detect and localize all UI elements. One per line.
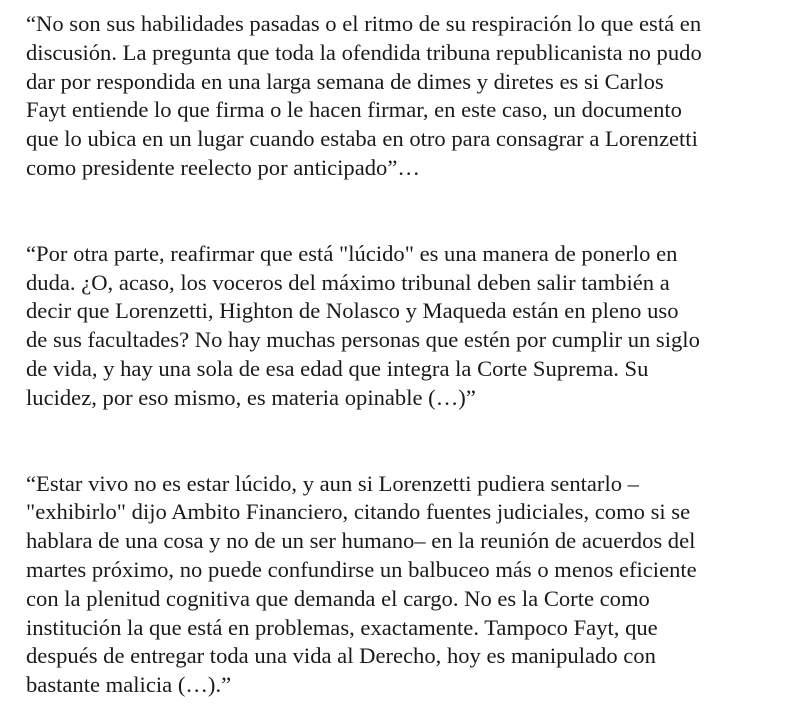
text-line: hablara de una cosa y no de un ser humano– en la reunión de acuerdos del: [26, 528, 696, 554]
text-line: como presidente reelecto por anticipado”…: [26, 154, 420, 180]
text-line: decir que Lorenzetti, Highton de Nolasco y Maqueda están en pleno uso: [26, 298, 679, 324]
document-body: [26, 10, 796, 700]
text-line: que lo ubica en un lugar cuando estaba en otro para consagrar a Lorenzetti: [26, 126, 698, 152]
text-line: “Por otra parte, reafirmar que está "lúcido" es una manera de ponerlo en: [26, 240, 678, 266]
quote-paragraph-3: [26, 470, 796, 700]
quote-paragraph-1: [26, 10, 796, 183]
text-line: bastante malicia (…).”: [26, 672, 232, 698]
text-line: "exhibirlo" dijo Ambito Financiero, citando fuentes judiciales, como si se: [26, 499, 691, 525]
text-line: martes próximo, no puede confundirse un balbuceo más o menos eficiente: [26, 556, 697, 582]
text-line: Fayt entiende lo que firma o le hacen firmar, en este caso, un documento: [26, 97, 682, 123]
text-line: después de entregar toda una vida al Derecho, hoy es manipulado con: [26, 643, 656, 669]
text-line: de vida, y hay una sola de esa edad que integra la Corte Suprema. Su: [26, 355, 649, 381]
text-line: “Estar vivo no es estar lúcido, y aun si Lorenzetti pudiera sentarlo –: [26, 470, 639, 496]
text-line: de sus facultades? No hay muchas personas que estén por cumplir un siglo: [26, 327, 700, 353]
text-line: lucidez, por eso mismo, es materia opinable (…)”: [26, 384, 476, 410]
text-line: duda. ¿O, acaso, los voceros del máximo tribunal deben salir también a: [26, 269, 670, 295]
text-line: dar por respondida en una larga semana de dimes y diretes es si Carlos: [26, 68, 664, 94]
text-line: con la plenitud cognitiva que demanda el cargo. No es la Corte como: [26, 585, 650, 611]
text-line: “No son sus habilidades pasadas o el ritmo de su respiración lo que está en: [26, 11, 702, 36]
text-line: discusión. La pregunta que toda la ofendida tribuna republicanista no pudo: [26, 39, 702, 65]
text-line: institución la que está en problemas, exactamente. Tampoco Fayt, que: [26, 614, 658, 640]
quote-paragraph-2: [26, 240, 796, 413]
